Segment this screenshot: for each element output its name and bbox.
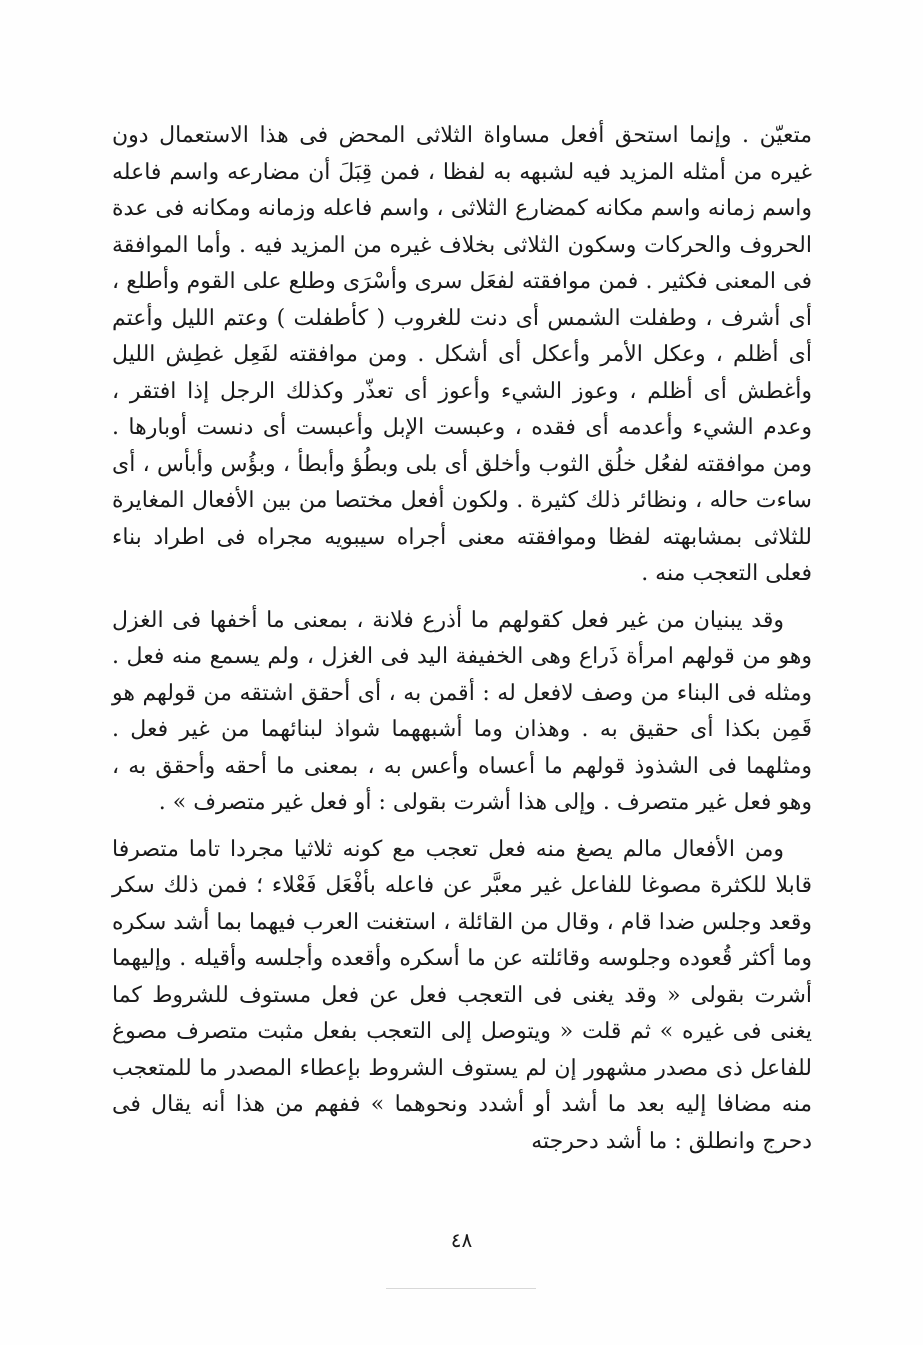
body-text: [112, 118, 812, 1160]
footer-divider: [386, 1288, 536, 1289]
paragraph-2: وقد يبنيان من غير فعل كقولهم ما أذرع فلانة ، بمعنى ما أخفها فى الغزل وهو من قولهم امرأة ذَراع وهى الخفيفة اليد فى الغزل ، ولم يسمع منه فعل . ومثله فى البناء من وصف لافعل له : أقمن به ، أى أحقق اشتقه من قولهم هو قَمِن بكذا أى حقيق به . وهذان وما أشبههما شواذ لبنائهما من غير فعل . ومثلهما فى الشذوذ قولهم ما أعساه وأعس به ، بمعنى ما أحقه وأحقق به ، وهو فعل غير متصرف . وإلى هذا أشرت بقولى : أو فعل غير متصرف » .: [112, 607, 812, 815]
paragraph-3: ومن الأفعال مالم يصغ منه فعل تعجب مع كونه ثلاثيا مجردا تاما متصرفا قابلا للكثرة مصوغا للفاعل غير معبَّر عن فاعله بأفْعَل فَعْلاء ؛ فمن ذلك سكر وقعد وجلس ضدا قام ، وقال من القائلة ، استغنت العرب فيهما بما أشد سكره وما أكثر قُعوده وجلوسه وقائلته عن ما أسكره وأقعده وأجلسه وأقيله . وإليهما أشرت بقولى « وقد يغنى فى التعجب فعل عن فعل مستوف للشروط كما يغنى فى غيره » ثم قلت « ويتوصل إلى التعجب بفعل مثبت متصرف مصوغ للفاعل ذى مصدر مشهور إن لم يستوف الشروط بإعطاء المصدر ما للمتعجب منه مضافا إليه بعد ما أشد أو أشدد ونحوهما » ففهم من هذا أنه يقال فى دحرج وانطلق : ما أشد دحرجته: [112, 836, 812, 1154]
page-number: ٤٨: [450, 1228, 473, 1252]
paragraph-1: متعيّن . وإنما استحق أفعل مساواة الثلاثى المحض فى هذا الاستعمال دون غيره من أمثله المزيد فيه لشبهه به لفظا ، فمن قِبَلَ أن مضارعه واسم فاعله واسم زمانه واسم مكانه كمضارع الثلاثى ، واسم فاعله وزمانه ومكانه فى عدة الحروف والحركات وسكون الثلاثى بخلاف غيره من المزيد فيه . وأما الموافقة فى المعنى فكثير . فمن موافقته لفعَل سرى وأسْرَى وطلع على القوم وأطلع ، أى أشرف ، وطفلت الشمس أى دنت للغروب ( كأطفلت ) وعتم الليل وأعتم أى أظلم ، وعكل الأمر وأعكل أى أشكل . ومن موافقته لفَعِل غطِش الليل وأغطش أى أظلم ، وعوز الشيء وأعوز أى تعذّر وكذلك الرجل إذا افتقر ، وعدم الشيء وأعدمه أى فقده ، وعبست الإبل وأعبست أى دنست أوبارها . ومن موافقته لفعُل خلُق الثوب وأخلق أى بلى وبطُؤ وأبطأ ، وبؤُس وأبأس ، أى ساءت حاله ، ونظائر ذلك كثيرة . ولكون أفعل مختصا من بين الأفعال المغايرة للثلاثى بمشابهته لفظا وموافقته معنى أجراه سيبويه مجراه فى اطراد بناء فعلى التعجب منه .: [112, 123, 812, 586]
